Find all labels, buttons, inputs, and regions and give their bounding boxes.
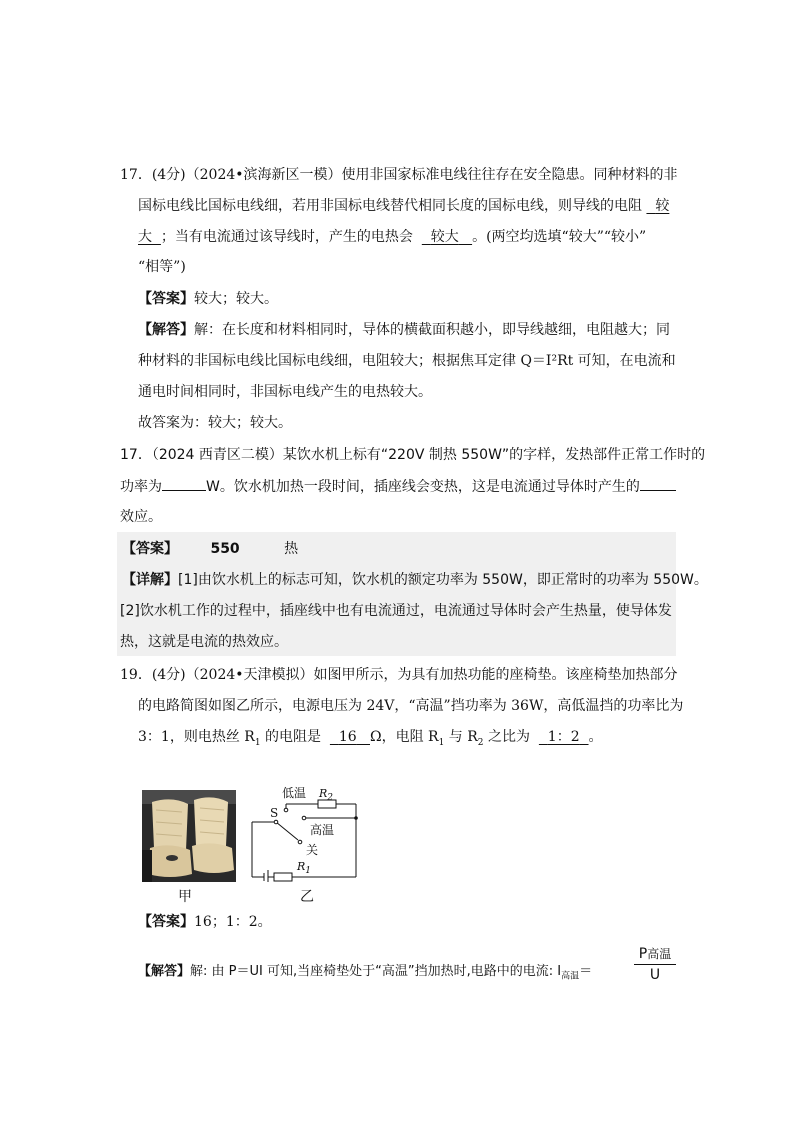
- answer-tag: 【答案】: [122, 541, 178, 557]
- q17a-answer: [138, 289, 278, 309]
- explain-tag: 【解答】: [138, 322, 194, 338]
- fig-a-label: 甲: [178, 889, 192, 905]
- explain-sub: 高温: [561, 971, 580, 982]
- q19-sub: 1: [438, 737, 445, 748]
- q19-blank1: 16: [338, 729, 357, 745]
- circuit-label-switch: S: [270, 806, 279, 820]
- fraction-bar: [634, 964, 676, 965]
- q17b-line1: 17．（2024 西青区二模）某饮水机上标有“220V 制热 550W”的字样，发热部件正常工作时的: [120, 447, 706, 463]
- q17a-line4: “相等”): [138, 259, 186, 275]
- circuit-label-r2: $R_2$: [319, 787, 334, 804]
- q17b-blank1: [162, 476, 206, 491]
- q19-line2: 的电路简图如图乙所示，电源电压为 24V，“高温”挡功率为 36W，高低温挡的功率比为: [138, 698, 684, 714]
- q19-line3-pre: 3：1，则电热丝 R: [138, 729, 255, 745]
- q17a-blank1: 较: [655, 198, 670, 214]
- q19-line3-post: 。: [588, 729, 603, 745]
- q17a-line3-mid: ；当有电流通过该导线时，产生的电热会: [160, 229, 413, 245]
- explain-eq: ＝: [579, 964, 593, 979]
- answer-text: 较大；较大。: [194, 291, 278, 307]
- q17a-line3-post: 。(两空均选填“较大”“较小”: [472, 229, 647, 245]
- q19-explain1: [138, 962, 592, 987]
- q17b-line2-mid: W。饮水机加热一段时间，插座线会变热，这是电流通过导体时产生的: [206, 479, 640, 495]
- q19-line3-mid1: 的电阻是: [260, 729, 321, 745]
- explain-text: 解：在长度和材料相同时，导体的横截面积越小，即导线越细，电阻越大；同: [194, 322, 670, 338]
- q19-line3-mid3: 与 R: [444, 729, 478, 745]
- fraction-numerator: P高温: [638, 946, 672, 962]
- seat-cushion-photo: [142, 790, 236, 882]
- q17a-explain3: 通电时间相同时，非国标电线产生的电热较大。: [138, 384, 432, 400]
- detail-text: [1]由饮水机上的标志可知，饮水机的额定功率为 550W，即正常时的功率为 550W。: [178, 572, 708, 588]
- q17b-detail3: 热，这就是电流的热效应。: [120, 634, 288, 650]
- q17b-blank2: [640, 476, 676, 491]
- detail-tag: 【详解】: [122, 572, 178, 588]
- answer-tag: 【答案】: [138, 914, 194, 930]
- fraction: [634, 945, 676, 984]
- q19-sub: 1: [254, 737, 261, 748]
- q17a-explain2: 种材料的非国标电线比国标电线细，电阻较大；根据焦耳定律 Q＝I²Rt 可知，在电流和: [138, 353, 676, 369]
- q19-line1: 19．(4分)（2024•天津模拟）如图甲所示，为具有加热功能的座椅垫。该座椅垫加热部分: [120, 667, 678, 683]
- q17a-explain1: [138, 320, 670, 340]
- q17a-conclusion: 故答案为：较大；较大。: [138, 415, 292, 431]
- circuit-label-low: 低温: [282, 786, 307, 800]
- q19-sub: 2: [477, 737, 484, 748]
- q17a-line2-text: 国标电线比国标电线细，若用非国标电线替代相同长度的国标电线，则导线的电阻: [138, 198, 642, 214]
- q17a-line3: [138, 227, 646, 247]
- answer-value-1: 550: [210, 541, 240, 557]
- q17a-blank1-cont: 大: [138, 229, 152, 245]
- answer-value-2: 热: [284, 541, 299, 557]
- q17b-detail1: [122, 570, 708, 590]
- circuit-label-high: 高温: [310, 823, 335, 837]
- q17a-line1: 17．(4分)（2024•滨海新区一模）使用非国家标准电线往往存在安全隐患。同种材料的非: [120, 167, 678, 183]
- q19-answer: [138, 912, 272, 932]
- q19-line3-mid2: Ω，电阻 R: [370, 729, 439, 745]
- fraction-denominator: U: [649, 967, 661, 983]
- q17b-answer: [122, 539, 298, 559]
- q17b-line2: [120, 476, 676, 497]
- q17a-blank2: 较大: [430, 229, 459, 245]
- q17b-line3: 效应。: [120, 509, 162, 525]
- answer-text: 16；1：2。: [194, 914, 272, 930]
- circuit-label-r1: $R_1$: [297, 860, 312, 877]
- circuit-label-off: 关: [306, 843, 319, 857]
- fig-b-label: 乙: [300, 889, 314, 905]
- q19-line3-mid4: 之比为: [483, 729, 530, 745]
- q17b-detail2: [2]饮水机工作的过程中，插座线中也有电流通过，电流通过导体时会产生热量，使导体发: [120, 603, 672, 619]
- answer-tag: 【答案】: [138, 291, 194, 307]
- explain-tag: 【解答】: [138, 964, 191, 979]
- q19-blank2: 1：2: [547, 729, 580, 745]
- q17a-line2: [138, 196, 669, 216]
- q19-line3: [138, 727, 603, 753]
- explain-text: 解: 由 P＝UI 可知,当座椅垫处于“高温”挡加热时,电路中的电流: I: [190, 964, 562, 979]
- q17b-line2-pre: 功率为: [120, 479, 162, 495]
